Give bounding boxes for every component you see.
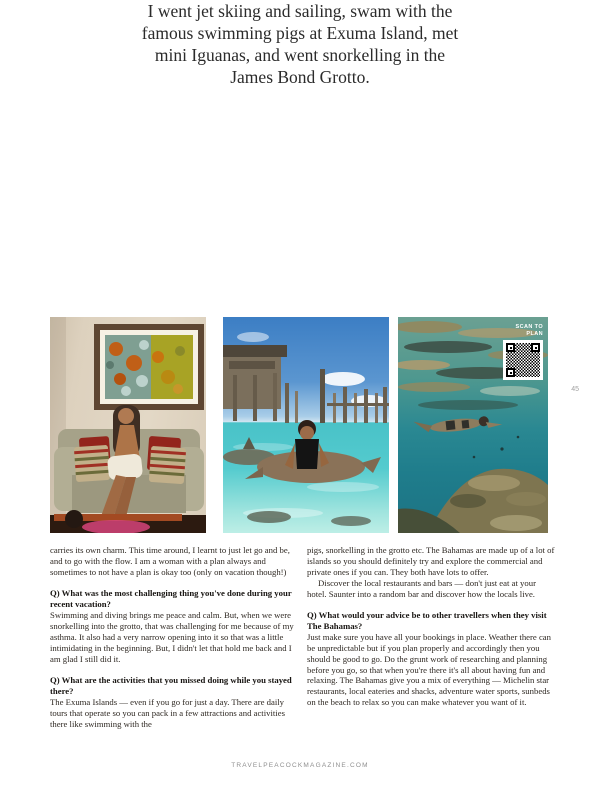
pull-quote-line: mini Iguanas, and went snorkelling in the [154, 45, 446, 65]
question-heading: Q) What was the most challenging thing you've done during your recent vacation? [50, 588, 292, 610]
pull-quote [0, 0, 600, 88]
paragraph: The Exuma Islands — even if you go for just a day. There are daily tours that operate so you can pack in a few attractions and activities there like swimming with the [50, 696, 285, 729]
footer-url: TRAVELPEACOCKMAGAZINE.COM [231, 762, 369, 769]
article-column-left [50, 545, 302, 730]
paragraph: pigs, snorkelling in the grotto etc. The Bahamas are made up of a lot of islands so you should definitely try and explore the commercial and private ones if you can. They both have lots to offer. [307, 545, 555, 577]
scan-label-line2: PLAN [526, 330, 543, 337]
question-heading: Q) What would your advice be to other travellers when they visit The Bahamas? [307, 610, 547, 631]
photo-row [50, 317, 548, 533]
qr-finder-bottom-left [506, 368, 515, 377]
scan-to-plan-overlay [495, 324, 543, 380]
article-column-right [307, 545, 557, 708]
question-heading: Q) What are the activities that you missed doing while you stayed there? [50, 675, 292, 696]
paragraph: Discover the local restaurants and bars — don't just eat at your hotel. Saunter into a random bar and discover how the locals live. [307, 577, 536, 599]
pull-quote-line: James Bond Grotto. [230, 67, 370, 87]
hotel-room-illustration [50, 317, 206, 533]
scan-to-plan-label [495, 324, 543, 337]
qr-finder-top-left [506, 343, 515, 352]
pull-quote-line: I went jet skiing and sailing, swam with the [147, 1, 453, 21]
photo-hotel-room [50, 317, 206, 533]
scan-label-line1: SCAN TO [515, 324, 543, 330]
paragraph: carries its own charm. This time around, I learnt to just let go and be, and to go with the flow. I am a woman with a plan always and sometimes to not have a plan is okay too (only on vacation though!) [50, 545, 290, 577]
photo-underwater-snorkelling [398, 317, 548, 533]
page-number: 45 [571, 386, 579, 393]
qr-finder-top-right [531, 343, 540, 352]
pull-quote-line: famous swimming pigs at Exuma Island, met [141, 23, 459, 43]
shark-swim-illustration [223, 317, 389, 533]
qr-code [503, 340, 543, 380]
paragraph: Swimming and diving brings me peace and calm. But, when we were snorkelling into the grotto, that was challenging for me because of my asthma. It also had a very narrow opening into it so that was a little intimidating in the beginning. But, I didn't let that hold me back and I am glad I still did it. [50, 610, 294, 664]
paragraph: Just make sure you have all your bookings in place. Weather there can be unpredictable but if you plan properly and accordingly then you should be good to go. Do the grunt work of researching and planning before you go, so that when you're there it's all about having fun and relaxing. The Bahamas give you a mix of everything — Michelin star restaurants, local eateries and shacks, adventure water sports, sunbeds on the beach to relax so you can make whatever you want of it. [307, 631, 551, 708]
photo-swimming-with-sharks [223, 317, 389, 533]
